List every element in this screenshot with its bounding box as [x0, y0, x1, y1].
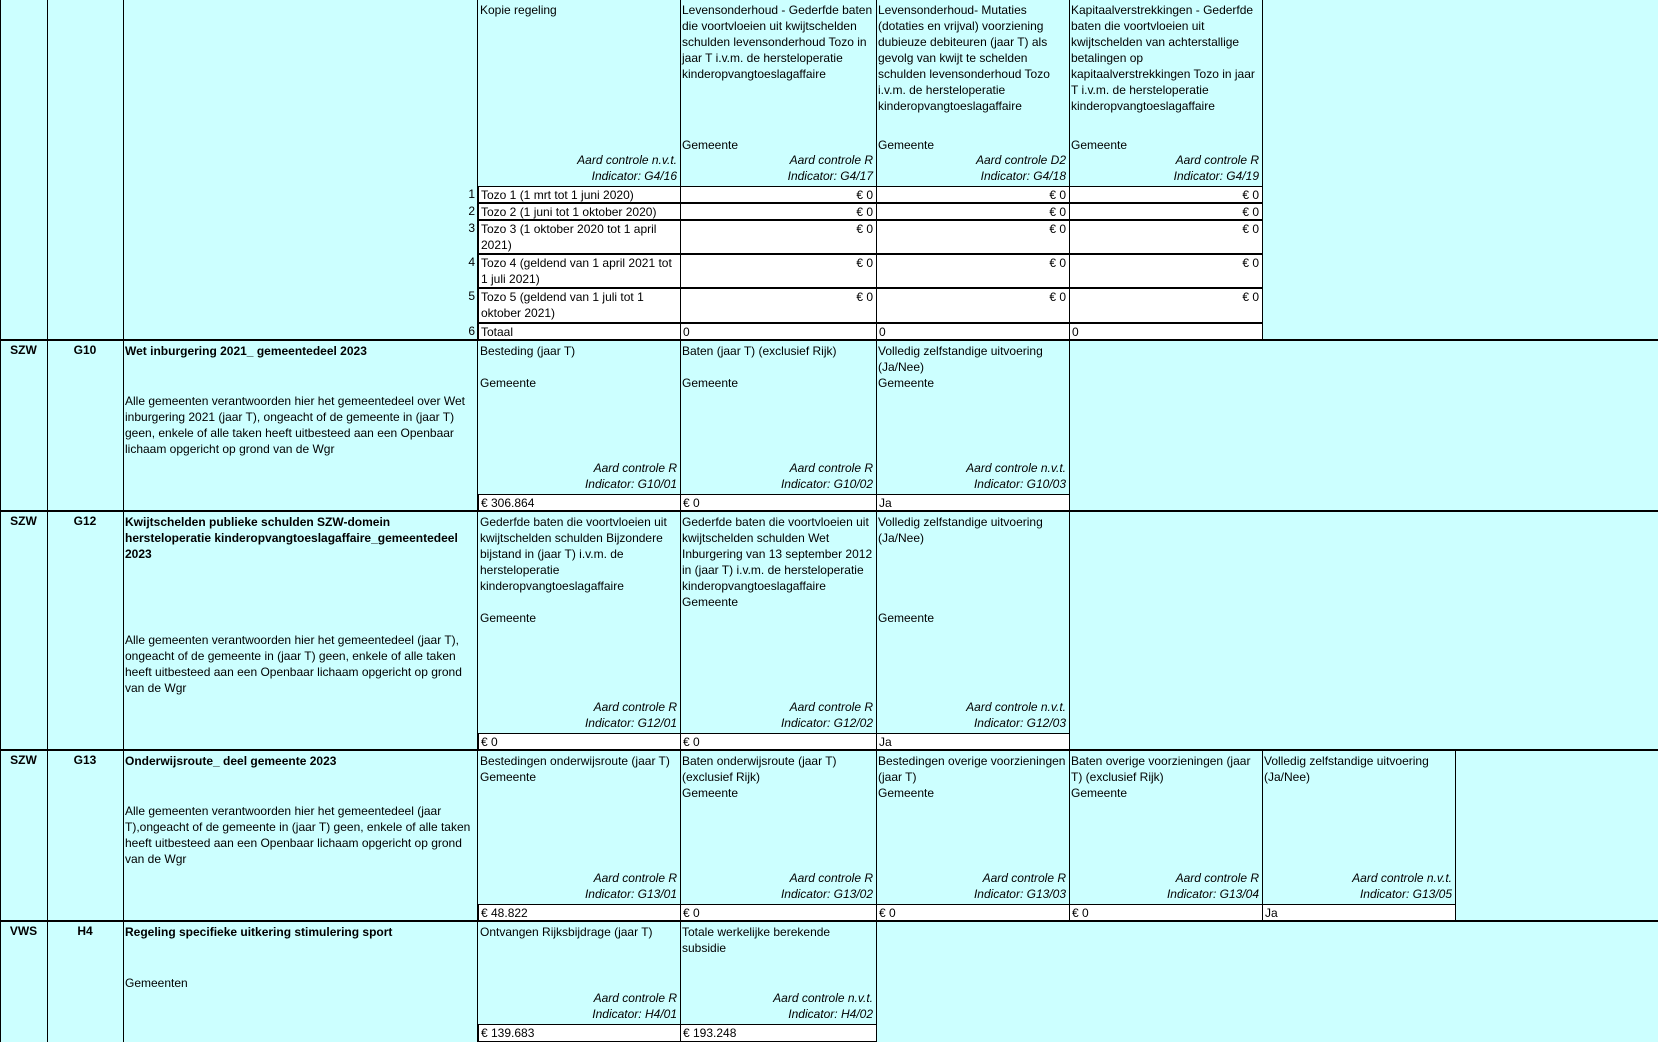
value-cell[interactable]: € 0	[1069, 220, 1263, 254]
control-indicator: Aard controle R Indicator: G10/01	[584, 461, 677, 491]
code-cell: G10	[73, 343, 97, 357]
value-cell[interactable]: 0	[1069, 323, 1263, 340]
value-cell[interactable]: 0	[680, 323, 877, 340]
grid-line	[1262, 751, 1263, 905]
control-indicator: Aard controle R Indicator: G10/02	[780, 461, 873, 491]
value-cell[interactable]: € 0	[1069, 288, 1263, 323]
section-divider	[0, 749, 1658, 751]
grid-line	[680, 341, 681, 495]
grid-line	[876, 922, 877, 1025]
row-number: 5	[468, 289, 475, 303]
column-header: Volledig zelfstandige uitvoering (Ja/Nee) Gemeente	[878, 515, 1043, 625]
column-header: Gederfde baten die voortvloeien uit kwijtschelden schulden Wet Inburgering van 13 september 2012 in (jaar T) i.v.m. de hersteloperatie kinderopvangtoeslagaffaire Gemeente	[682, 515, 873, 609]
g4-control-col3: Aard controle R Indicator: G4/19	[1173, 153, 1259, 183]
section-title: Onderwijsroute_ deel gemeente 2023	[125, 754, 337, 768]
row-number: 2	[468, 204, 475, 218]
value-cell[interactable]: € 0	[478, 733, 681, 750]
value-cell[interactable]: € 0	[876, 288, 1070, 323]
grid-line	[1455, 751, 1456, 905]
column-header: Volledig zelfstandige uitvoering (Ja/Nee) Gemeente	[878, 344, 1043, 390]
g4-control-col0: Aard controle n.v.t. Indicator: G4/16	[577, 153, 677, 183]
column-header: Baten overige voorzieningen (jaar T) (exclusief Rijk) Gemeente	[1071, 754, 1251, 800]
grid-line	[1069, 512, 1070, 734]
grid-line	[876, 512, 877, 734]
g4-sub-col1: Gemeente	[682, 138, 739, 152]
row-label[interactable]: Tozo 1 (1 mrt tot 1 juni 2020)	[478, 186, 681, 203]
grid-line	[680, 751, 681, 905]
value-cell[interactable]: € 193.248	[680, 1024, 877, 1042]
row-label[interactable]: Tozo 5 (geldend van 1 juli tot 1 oktober 2021)	[478, 288, 681, 323]
value-cell[interactable]: € 0	[680, 220, 877, 254]
value-cell[interactable]: Ja	[876, 494, 1070, 511]
row-number: 6	[468, 324, 475, 338]
section-title: Kwijtschelden publieke schulden SZW-domein hersteloperatie kinderopvangtoeslagaffaire_gemeentedeel 2023	[125, 515, 458, 561]
value-cell[interactable]: € 0	[680, 254, 877, 288]
value-cell[interactable]: 0	[876, 323, 1070, 340]
grid-line	[680, 922, 681, 1025]
column-header: Besteding (jaar T) Gemeente	[480, 344, 576, 390]
department-cell: VWS	[9, 924, 38, 938]
value-cell[interactable]: € 0	[1069, 254, 1263, 288]
section-divider	[0, 339, 1658, 341]
value-cell[interactable]: € 0	[876, 203, 1070, 220]
control-indicator: Aard controle n.v.t. Indicator: G13/05	[1352, 871, 1452, 901]
grid-line	[47, 0, 48, 1042]
column-header: Ontvangen Rijksbijdrage (jaar T)	[480, 925, 653, 939]
control-indicator: Aard controle R Indicator: G13/01	[584, 871, 677, 901]
control-indicator: Aard controle n.v.t. Indicator: H4/02	[773, 991, 873, 1021]
value-cell[interactable]: € 0	[680, 203, 877, 220]
section-title: Wet inburgering 2021_ gemeentedeel 2023	[125, 344, 367, 358]
value-cell[interactable]: € 306.864	[478, 494, 681, 511]
grid-line	[876, 751, 877, 905]
code-cell: H4	[77, 924, 93, 938]
grid-line	[123, 0, 124, 1042]
grid-line	[1069, 341, 1070, 495]
g4-header-col3: Kapitaalverstrekkingen - Gederfde baten die voortvloeien uit kwijtschelden van achterstallige betalingen op kapitaalverstrekkingen Tozo in jaar T i.v.m. de hersteloperatie kinderopvangtoeslagaffaire	[1071, 3, 1255, 113]
section-divider	[0, 920, 1658, 922]
value-cell[interactable]: € 0	[680, 186, 877, 203]
g4-sub-col3: Gemeente	[1071, 138, 1128, 152]
code-cell: G13	[73, 753, 97, 767]
value-cell[interactable]: € 0	[680, 494, 877, 511]
value-cell[interactable]: € 0	[680, 733, 877, 750]
value-cell[interactable]: € 0	[1069, 203, 1263, 220]
grid-line	[680, 512, 681, 734]
column-header: Bestedingen onderwijsroute (jaar T) Gemeente	[480, 754, 670, 784]
value-cell[interactable]: € 139.683	[478, 1024, 681, 1042]
column-header: Baten (jaar T) (exclusief Rijk) Gemeente	[682, 344, 837, 390]
control-indicator: Aard controle R Indicator: G12/01	[584, 700, 677, 730]
section-divider	[0, 510, 1658, 512]
value-cell[interactable]: € 0	[680, 904, 877, 921]
control-indicator: Aard controle R Indicator: G12/02	[780, 700, 873, 730]
column-header: Baten onderwijsroute (jaar T) (exclusief Rijk) Gemeente	[682, 754, 837, 800]
section-description: Alle gemeenten verantwoorden hier het gemeentedeel (jaar T),ongeacht of de gemeente in (jaar T) geen, enkele of alle taken heeft uitbesteed aan een Openbaar lichaam opgericht op grond van de Wgr	[125, 804, 471, 866]
section-description: Alle gemeenten verantwoorden hier het gemeentedeel (jaar T), ongeacht of de gemeente in (jaar T) geen, enkele of alle taken heeft uitbesteed aan een Openbaar lichaam opgericht op grond van de Wgr	[125, 633, 462, 695]
control-indicator: Aard controle R Indicator: H4/01	[592, 991, 677, 1021]
row-label[interactable]: Tozo 4 (geldend van 1 april 2021 tot 1 juli 2021)	[478, 254, 681, 288]
value-cell[interactable]: € 0	[876, 220, 1070, 254]
value-cell[interactable]: € 0	[876, 254, 1070, 288]
control-indicator: Aard controle n.v.t. Indicator: G12/03	[966, 700, 1066, 730]
section-description: Gemeenten	[125, 976, 188, 990]
row-label[interactable]: Totaal	[478, 323, 681, 340]
g4-header-col2: Levensonderhoud- Mutaties (dotaties en vrijval) voorziening dubieuze debiteuren (jaar T) als gevolg van kwijt te schelden schulden levensonderhoud Tozo i.v.m. de hersteloperatie kinderopvangtoeslagaffaire	[878, 3, 1050, 113]
department-cell: SZW	[10, 343, 37, 357]
row-label[interactable]: Tozo 2 (1 juni tot 1 oktober 2020)	[478, 203, 681, 220]
value-cell[interactable]: € 0	[680, 288, 877, 323]
value-cell[interactable]: € 48.822	[478, 904, 681, 921]
control-indicator: Aard controle R Indicator: G13/03	[973, 871, 1066, 901]
section-description: Alle gemeenten verantwoorden hier het gemeentedeel over Wet inburgering 2021 (jaar T), ongeacht of de gemeente in (jaar T) geen, enkele of alle taken heeft uitbesteed aan een Openbaar lichaam opgericht op grond van de Wgr	[125, 394, 465, 456]
grid-line	[876, 0, 877, 186]
value-cell[interactable]: € 0	[1069, 904, 1263, 921]
column-header: Volledig zelfstandige uitvoering (Ja/Nee)	[1264, 754, 1429, 784]
g4-header-col1: Levensonderhoud - Gederfde baten die voortvloeien uit kwijtschelden schulden levensonderhoud Tozo in jaar T i.v.m. de hersteloperatie kinderopvangtoeslagaffaire	[682, 3, 873, 81]
grid-line	[1069, 0, 1070, 186]
row-label[interactable]: Tozo 3 (1 oktober 2020 tot 1 april 2021)	[478, 220, 681, 254]
g4-sub-col2: Gemeente	[878, 138, 935, 152]
grid-line	[680, 0, 681, 186]
department-cell: SZW	[10, 753, 37, 767]
grid-line	[876, 341, 877, 495]
column-header: Totale werkelijke berekende subsidie	[682, 925, 831, 955]
control-indicator: Aard controle R Indicator: G13/04	[1166, 871, 1259, 901]
grid-line	[1262, 0, 1263, 186]
value-cell[interactable]: € 0	[1069, 186, 1263, 203]
control-indicator: Aard controle n.v.t. Indicator: G10/03	[966, 461, 1066, 491]
section-title: Regeling specifieke uitkering stimulering sport	[125, 925, 393, 939]
g4-control-col1: Aard controle R Indicator: G4/17	[787, 153, 873, 183]
g4-header-kopie-regeling: Kopie regeling	[480, 3, 557, 17]
row-number: 4	[468, 255, 475, 269]
grid-line	[1069, 751, 1070, 905]
column-header: Bestedingen overige voorzieningen (jaar T) Gemeente	[878, 754, 1066, 800]
code-cell: G12	[73, 514, 97, 528]
column-header: Gederfde baten die voortvloeien uit kwijtschelden schulden Bijzondere bijstand in (jaar T) i.v.m. de hersteloperatie kinderopvangtoeslagaffaire Gemeente	[480, 515, 667, 625]
g4-control-col2: Aard controle D2 Indicator: G4/18	[975, 153, 1066, 183]
row-number: 1	[468, 187, 475, 201]
value-cell[interactable]: € 0	[876, 186, 1070, 203]
control-indicator: Aard controle R Indicator: G13/02	[780, 871, 873, 901]
row-number: 3	[468, 221, 475, 235]
department-cell: SZW	[10, 514, 37, 528]
grid-line	[0, 0, 1, 1042]
value-cell[interactable]: Ja	[876, 733, 1070, 750]
value-cell[interactable]: € 0	[876, 904, 1070, 921]
value-cell[interactable]: Ja	[1262, 904, 1456, 921]
grid-line	[477, 0, 478, 1042]
